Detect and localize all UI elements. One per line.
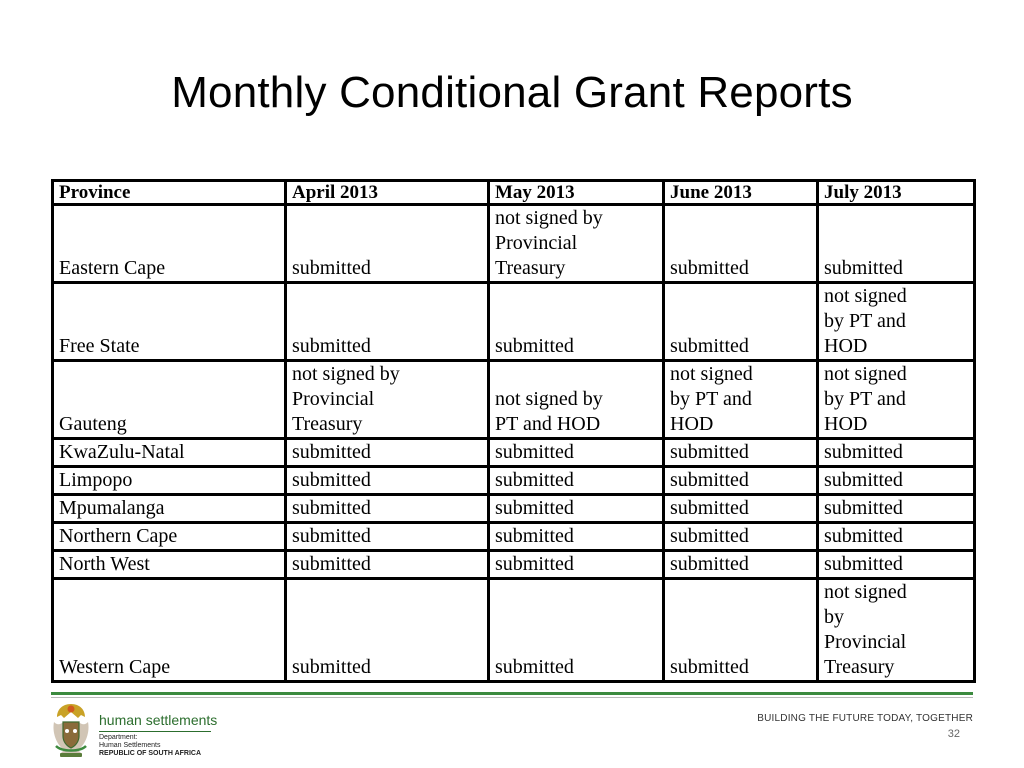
province-cell: Eastern Cape [53, 205, 286, 283]
table-row [53, 467, 975, 495]
table-row [53, 551, 975, 579]
status-cell: submitted [818, 551, 975, 579]
status-cell: submitted [664, 205, 818, 283]
table-row [53, 283, 975, 361]
province-cell: Western Cape [53, 579, 286, 682]
status-cell: submitted [489, 439, 664, 467]
status-cell: submitted [286, 283, 489, 361]
slide-title: Monthly Conditional Grant Reports [171, 68, 853, 117]
status-cell: submitted [818, 205, 975, 283]
status-cell: submitted [286, 205, 489, 283]
grant-reports-table [51, 179, 976, 683]
status-cell: submitted [286, 523, 489, 551]
footer-tagline: BUILDING THE FUTURE TODAY, TOGETHER [757, 713, 973, 724]
status-cell: submitted [286, 467, 489, 495]
header-june-2013: June 2013 [664, 181, 818, 205]
header-may-2013: May 2013 [489, 181, 664, 205]
footer-divider-gray [51, 697, 973, 698]
table-header-row [53, 181, 975, 205]
status-cell: not signed by Provincial Treasury [286, 361, 489, 439]
status-cell: submitted [664, 579, 818, 682]
province-cell: Limpopo [53, 467, 286, 495]
table-row [53, 523, 975, 551]
status-cell: submitted [286, 495, 489, 523]
status-cell: not signed by Provincial Treasury [489, 205, 664, 283]
header-april-2013: April 2013 [286, 181, 489, 205]
table-row [53, 205, 975, 283]
status-cell: submitted [286, 551, 489, 579]
status-cell: submitted [664, 439, 818, 467]
page-number: 32 [947, 728, 960, 740]
brand-underline [99, 731, 211, 732]
table-row [53, 361, 975, 439]
status-cell: submitted [286, 579, 489, 682]
status-cell: not signed by PT and HOD [664, 361, 818, 439]
status-cell: submitted [489, 495, 664, 523]
brand-country: REPUBLIC OF SOUTH AFRICA [99, 750, 202, 757]
province-cell: North West [53, 551, 286, 579]
province-cell: Northern Cape [53, 523, 286, 551]
status-cell: submitted [664, 551, 818, 579]
status-cell: submitted [818, 439, 975, 467]
status-cell: submitted [818, 467, 975, 495]
status-cell: submitted [489, 551, 664, 579]
status-cell: submitted [489, 579, 664, 682]
status-cell: submitted [664, 523, 818, 551]
footer-divider-green [51, 692, 973, 695]
status-cell: submitted [489, 283, 664, 361]
status-cell: submitted [818, 495, 975, 523]
status-cell: submitted [664, 467, 818, 495]
status-cell: submitted [664, 495, 818, 523]
brand-department-label: Department: [99, 734, 138, 741]
status-cell: submitted [664, 283, 818, 361]
province-cell: Gauteng [53, 361, 286, 439]
header-province: Province [53, 181, 286, 205]
status-cell: submitted [286, 439, 489, 467]
province-cell: Free State [53, 283, 286, 361]
brand-name: human settlements [99, 712, 218, 728]
table-row [53, 579, 975, 682]
status-cell: not signed by Provincial Treasury [818, 579, 975, 682]
province-cell: Mpumalanga [53, 495, 286, 523]
status-cell: submitted [489, 523, 664, 551]
table-row [53, 439, 975, 467]
status-cell: submitted [489, 467, 664, 495]
status-cell: not signed by PT and HOD [818, 361, 975, 439]
province-cell: KwaZulu-Natal [53, 439, 286, 467]
header-july-2013: July 2013 [818, 181, 975, 205]
brand-department-name: Human Settlements [99, 742, 161, 749]
status-cell: submitted [818, 523, 975, 551]
coat-of-arms-icon [48, 700, 94, 760]
status-cell: not signed by PT and HOD [489, 361, 664, 439]
status-cell: not signed by PT and HOD [818, 283, 975, 361]
table-row [53, 495, 975, 523]
